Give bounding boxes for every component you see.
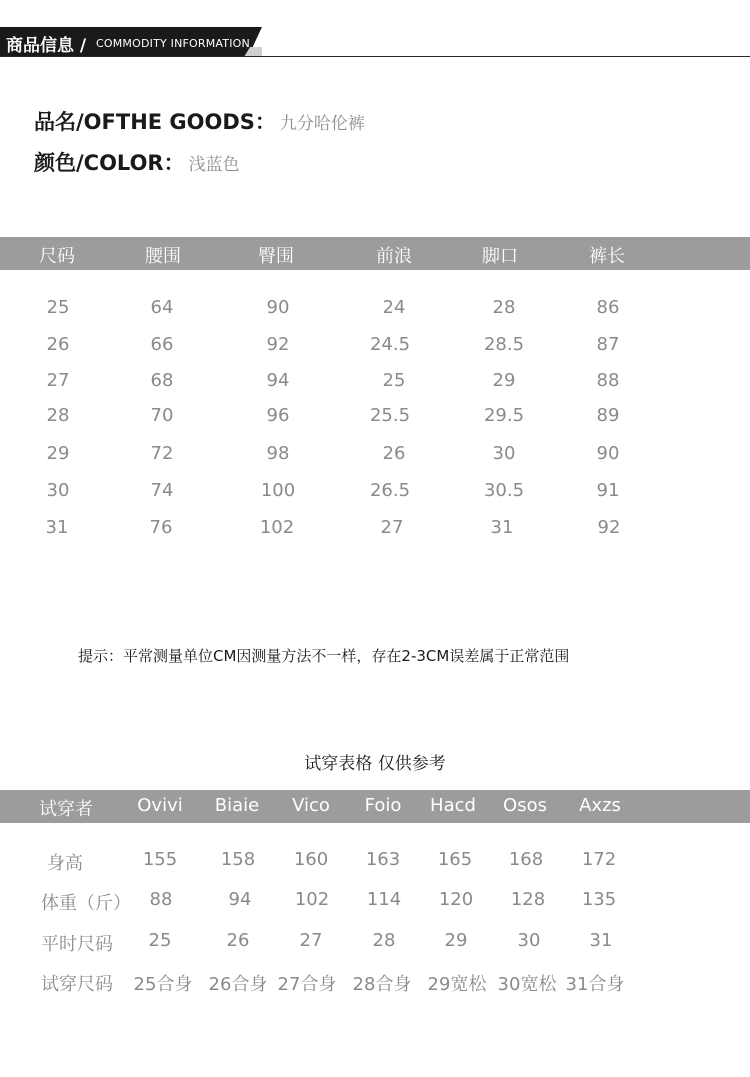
table-cell: 24 [382, 297, 406, 318]
table-cell: 31 [490, 517, 514, 538]
table-cell: 30 [492, 443, 516, 464]
fitting-header-ovivi: Ovivi [137, 795, 183, 816]
table-cell: 31 [45, 517, 69, 538]
fitting-header-hacd: Hacd [430, 795, 476, 816]
table-cell: 88 [149, 889, 173, 910]
table-cell: 66 [150, 334, 174, 355]
table-cell: 26合身 [208, 974, 268, 995]
table-cell: 27 [299, 930, 323, 951]
section-title-cn: 商品信息 / [6, 36, 87, 56]
table-cell: 158 [220, 849, 256, 870]
table-cell: 30宽松 [497, 974, 557, 995]
fitting-header-osos: Osos [503, 795, 547, 816]
table-cell: 26 [382, 443, 406, 464]
table-cell: 76 [149, 517, 173, 538]
table-cell: 29 [492, 370, 516, 391]
table-cell: 165 [437, 849, 473, 870]
table-cell: 68 [150, 370, 174, 391]
table-cell: 25 [382, 370, 406, 391]
table-cell: 29.5 [483, 405, 525, 426]
table-cell: 128 [510, 889, 546, 910]
table-cell: 27 [380, 517, 404, 538]
product-name-row [34, 106, 365, 136]
table-cell: 28 [492, 297, 516, 318]
table-cell: 25 [148, 930, 172, 951]
product-color-value: 浅蓝色 [188, 155, 240, 175]
table-cell: 89 [596, 405, 620, 426]
table-cell: 168 [508, 849, 544, 870]
size-header-leg-opening: 脚口 [482, 246, 518, 267]
table-cell: 100 [260, 480, 296, 501]
size-header-waist: 腰围 [145, 246, 181, 267]
table-cell: 25合身 [133, 974, 193, 995]
table-cell: 92 [266, 334, 290, 355]
table-cell: 102 [294, 889, 330, 910]
table-cell: 74 [150, 480, 174, 501]
table-cell: 114 [366, 889, 402, 910]
table-cell: 90 [596, 443, 620, 464]
table-cell: 96 [266, 405, 290, 426]
fitting-header-axzs: Axzs [579, 795, 621, 816]
fitting-header-tester: 试穿者 [39, 799, 93, 820]
table-cell: 172 [581, 849, 617, 870]
table-cell: 160 [293, 849, 329, 870]
table-cell: 86 [596, 297, 620, 318]
table-cell: 92 [597, 517, 621, 538]
table-cell: 102 [259, 517, 295, 538]
table-cell: 25.5 [369, 405, 411, 426]
table-cell: 64 [150, 297, 174, 318]
table-cell: 26 [46, 334, 70, 355]
table-cell: 90 [266, 297, 290, 318]
table-cell: 28合身 [352, 974, 412, 995]
table-cell: 87 [596, 334, 620, 355]
table-cell: 163 [365, 849, 401, 870]
size-header-front-rise: 前浪 [376, 246, 412, 267]
fitting-row-label: 身高 [47, 853, 83, 874]
table-cell: 24.5 [369, 334, 411, 355]
table-cell: 91 [596, 480, 620, 501]
table-cell: 30.5 [483, 480, 525, 501]
table-cell: 70 [150, 405, 174, 426]
table-cell: 29 [46, 443, 70, 464]
fitting-table-header [0, 790, 750, 823]
fitting-row-label: 平时尺码 [41, 934, 113, 955]
fitting-row-label: 试穿尺码 [41, 974, 113, 995]
product-color-row [34, 147, 240, 177]
header-divider [0, 56, 750, 57]
measurement-tip: 提示：平常测量单位CM因测量方法不一样，存在2-3CM误差属于正常范围 [78, 647, 570, 665]
fitting-header-vico: Vico [292, 795, 330, 816]
table-cell: 28 [372, 930, 396, 951]
table-cell: 94 [228, 889, 252, 910]
fitting-header-biaie: Biaie [214, 795, 260, 816]
size-header-size: 尺码 [39, 246, 75, 267]
fitting-row-label: 体重（斤） [41, 893, 131, 914]
table-cell: 28 [46, 405, 70, 426]
product-name-label: 品名/OFTHE GOODS： [34, 110, 276, 134]
table-cell: 26.5 [369, 480, 411, 501]
table-cell: 31 [589, 930, 613, 951]
table-cell: 28.5 [483, 334, 525, 355]
table-cell: 26 [226, 930, 250, 951]
table-cell: 94 [266, 370, 290, 391]
table-cell: 155 [142, 849, 178, 870]
table-cell: 88 [596, 370, 620, 391]
table-cell: 135 [581, 889, 617, 910]
product-name-value: 九分哈伦裤 [279, 114, 365, 134]
table-cell: 31合身 [565, 974, 625, 995]
table-cell: 25 [46, 297, 70, 318]
table-cell: 120 [438, 889, 474, 910]
size-header-hip: 臀围 [258, 246, 294, 267]
table-cell: 30 [46, 480, 70, 501]
section-title-en: COMMODITY INFORMATION [96, 37, 250, 50]
fitting-table-title: 试穿表格 仅供参考 [304, 754, 446, 774]
table-cell: 98 [266, 443, 290, 464]
size-table-header [0, 237, 750, 270]
product-color-label: 颜色/COLOR： [34, 151, 185, 175]
table-cell: 27 [46, 370, 70, 391]
table-cell: 27合身 [277, 974, 337, 995]
fitting-header-foio: Foio [364, 795, 402, 816]
table-cell: 29宽松 [427, 974, 487, 995]
table-cell: 72 [150, 443, 174, 464]
table-cell: 29 [444, 930, 468, 951]
size-header-length: 裤长 [589, 246, 625, 267]
table-cell: 30 [517, 930, 541, 951]
